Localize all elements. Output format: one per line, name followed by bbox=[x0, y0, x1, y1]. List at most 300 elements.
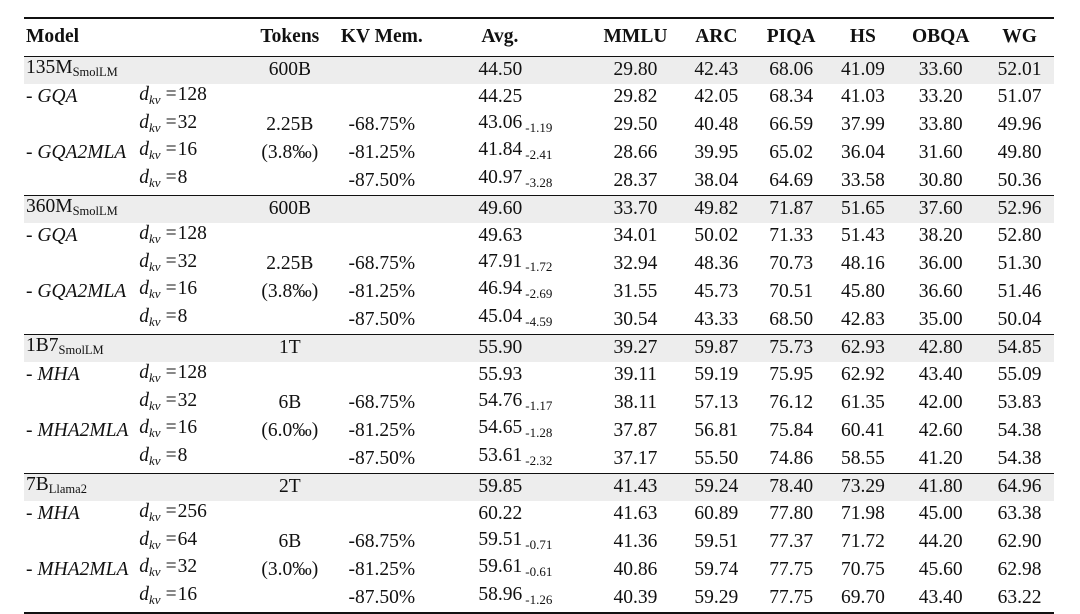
piqa-cell: 76.12 bbox=[769, 392, 814, 414]
tokens-cell: 600B bbox=[252, 57, 327, 84]
header-wg: WG bbox=[985, 18, 1054, 57]
results-table bbox=[24, 17, 1054, 614]
mmlu-cell: 33.70 bbox=[591, 195, 680, 222]
method-cell bbox=[24, 417, 139, 445]
model-size: 360M bbox=[26, 195, 73, 217]
dkv-cell bbox=[139, 584, 252, 613]
dkv-value: 64 bbox=[177, 528, 198, 550]
hs-cell: 36.04 bbox=[840, 141, 885, 163]
wg-cell: 51.46 bbox=[997, 280, 1042, 302]
avg-value: 44.25 bbox=[478, 86, 523, 108]
wg-cell: 49.96 bbox=[997, 114, 1042, 136]
avg-value: 53.61 bbox=[478, 445, 523, 467]
variant-row bbox=[24, 278, 1054, 306]
avg-delta: -2.32 bbox=[525, 453, 553, 469]
dkv-cell bbox=[139, 334, 252, 361]
mmlu-cell: 39.27 bbox=[591, 334, 680, 361]
dkv-cell bbox=[139, 390, 252, 418]
wg-cell: 50.36 bbox=[997, 169, 1042, 191]
header-model: Model bbox=[24, 18, 139, 57]
variant-row bbox=[24, 139, 1054, 167]
method-name: - GQA2MLA bbox=[26, 141, 127, 163]
dkv-symbol: $d_{kv}$ = bbox=[139, 250, 178, 274]
dkv-value: 128 bbox=[177, 361, 207, 383]
arc-cell: 40.48 bbox=[694, 114, 739, 136]
variant-row bbox=[24, 529, 1054, 557]
hs-cell: 62.93 bbox=[830, 334, 897, 361]
avg-cell bbox=[436, 417, 591, 445]
obqa-cell: 42.80 bbox=[896, 334, 985, 361]
avg-cell bbox=[436, 278, 591, 306]
dkv-cell bbox=[139, 139, 252, 167]
obqa-cell: 37.60 bbox=[896, 195, 985, 222]
mmlu-cell: 41.36 bbox=[613, 531, 658, 553]
dkv-symbol: $d_{kv}$ = bbox=[139, 584, 178, 608]
avg-value: 59.61 bbox=[478, 556, 523, 578]
mmlu-cell: 34.01 bbox=[613, 225, 658, 247]
base-model-row bbox=[24, 334, 1054, 361]
wg-cell: 63.38 bbox=[997, 503, 1042, 525]
kv-mem-cell bbox=[327, 84, 436, 112]
method-cell bbox=[24, 584, 139, 613]
tokens-cell: (6.0‰) bbox=[261, 419, 319, 441]
kv-mem-cell: -68.75% bbox=[348, 531, 416, 553]
dkv-cell bbox=[139, 445, 252, 473]
table-body bbox=[24, 57, 1054, 613]
mmlu-cell: 37.87 bbox=[613, 419, 658, 441]
kv-mem-cell: -81.25% bbox=[348, 280, 416, 302]
avg-value: 40.97 bbox=[478, 167, 523, 189]
base-model-row bbox=[24, 473, 1054, 500]
avg-cell bbox=[436, 251, 591, 279]
tokens-cell: 2.25B bbox=[266, 253, 314, 275]
method-name: - GQA bbox=[26, 225, 78, 247]
tokens-cell: (3.8‰) bbox=[261, 280, 319, 302]
dkv-cell bbox=[139, 362, 252, 390]
dkv-cell bbox=[139, 556, 252, 584]
wg-cell: 52.96 bbox=[985, 195, 1054, 222]
dkv-symbol: $d_{kv}$ = bbox=[139, 361, 178, 385]
dkv-cell bbox=[139, 473, 252, 500]
arc-cell: 43.33 bbox=[694, 308, 739, 330]
wg-cell: 54.85 bbox=[985, 334, 1054, 361]
dkv-cell bbox=[139, 57, 252, 84]
variant-row bbox=[24, 445, 1054, 473]
dkv-symbol: $d_{kv}$ = bbox=[139, 556, 178, 580]
piqa-cell: 64.69 bbox=[769, 169, 814, 191]
dkv-value: 8 bbox=[177, 445, 188, 467]
base-model-name bbox=[24, 195, 139, 222]
base-model-name bbox=[24, 57, 139, 84]
avg-cell bbox=[436, 390, 591, 418]
kv-mem-cell: -68.75% bbox=[348, 114, 416, 136]
piqa-cell: 71.87 bbox=[753, 195, 830, 222]
piqa-cell: 77.75 bbox=[769, 558, 814, 580]
header-arc: ARC bbox=[680, 18, 753, 57]
piqa-cell: 68.06 bbox=[753, 57, 830, 84]
method-cell bbox=[24, 390, 139, 418]
obqa-cell: 30.80 bbox=[918, 169, 963, 191]
wg-cell: 53.83 bbox=[997, 392, 1042, 414]
mmlu-cell: 30.54 bbox=[613, 308, 658, 330]
kv-mem-cell: -81.25% bbox=[348, 558, 416, 580]
obqa-cell: 33.80 bbox=[918, 114, 963, 136]
table-header-row bbox=[24, 18, 1054, 57]
method-cell bbox=[24, 112, 139, 140]
piqa-cell: 70.73 bbox=[769, 253, 814, 275]
hs-cell: 45.80 bbox=[840, 280, 885, 302]
variant-row bbox=[24, 167, 1054, 195]
dkv-value: 16 bbox=[177, 139, 198, 161]
dkv-value: 8 bbox=[177, 306, 188, 328]
avg-delta: -4.59 bbox=[525, 314, 553, 330]
hs-cell: 51.43 bbox=[840, 225, 885, 247]
mmlu-cell: 32.94 bbox=[613, 253, 658, 275]
avg-delta: -3.28 bbox=[525, 175, 553, 191]
kv-mem-cell: -81.25% bbox=[348, 141, 416, 163]
arc-cell: 55.50 bbox=[694, 447, 739, 469]
tokens-cell: (3.0‰) bbox=[261, 558, 319, 580]
dkv-symbol: $d_{kv}$ = bbox=[139, 306, 178, 330]
piqa-cell: 77.75 bbox=[753, 584, 830, 613]
arc-cell: 60.89 bbox=[694, 503, 739, 525]
arc-cell: 59.51 bbox=[694, 531, 739, 553]
method-name: - MHA2MLA bbox=[26, 558, 129, 580]
piqa-cell: 75.95 bbox=[769, 364, 814, 386]
arc-cell: 42.43 bbox=[680, 57, 753, 84]
model-family: SmolLM bbox=[58, 342, 104, 357]
mmlu-cell: 31.55 bbox=[613, 280, 658, 302]
obqa-cell: 42.60 bbox=[918, 419, 963, 441]
obqa-cell: 43.40 bbox=[918, 364, 963, 386]
avg-cell bbox=[436, 306, 591, 334]
mmlu-cell: 28.37 bbox=[613, 169, 658, 191]
avg-cell bbox=[436, 223, 591, 251]
dkv-cell bbox=[139, 306, 252, 334]
kv-mem-cell: -68.75% bbox=[348, 392, 416, 414]
kv-mem-cell: -87.50% bbox=[348, 447, 416, 469]
hs-cell: 71.72 bbox=[840, 531, 885, 553]
obqa-cell: 36.00 bbox=[918, 253, 963, 275]
header-dkv-spacer bbox=[139, 18, 252, 57]
obqa-cell: 33.60 bbox=[896, 57, 985, 84]
variant-row bbox=[24, 112, 1054, 140]
avg-cell: 44.50 bbox=[436, 57, 591, 84]
piqa-cell: 65.02 bbox=[769, 141, 814, 163]
method-cell bbox=[24, 167, 139, 195]
mmlu-cell: 40.86 bbox=[613, 558, 658, 580]
arc-cell: 56.81 bbox=[694, 419, 739, 441]
dkv-value: 32 bbox=[177, 250, 198, 272]
avg-delta: -2.69 bbox=[525, 286, 553, 302]
dkv-cell bbox=[139, 529, 252, 557]
avg-value: 46.94 bbox=[478, 278, 523, 300]
method-name: - MHA bbox=[26, 364, 80, 386]
arc-cell: 59.74 bbox=[694, 558, 739, 580]
base-model-name bbox=[24, 473, 139, 500]
obqa-cell: 35.00 bbox=[918, 308, 963, 330]
avg-cell bbox=[436, 445, 591, 473]
dkv-symbol: $d_{kv}$ = bbox=[139, 445, 178, 469]
kv-mem-cell bbox=[327, 473, 436, 500]
arc-cell: 59.19 bbox=[694, 364, 739, 386]
variant-row bbox=[24, 390, 1054, 418]
dkv-value: 128 bbox=[177, 83, 207, 105]
wg-cell: 49.80 bbox=[997, 141, 1042, 163]
obqa-cell: 45.00 bbox=[918, 503, 963, 525]
base-model-row bbox=[24, 57, 1054, 84]
method-cell bbox=[24, 362, 139, 390]
kv-mem-cell: -87.50% bbox=[327, 584, 436, 613]
avg-value: 54.65 bbox=[478, 417, 523, 439]
wg-cell: 54.38 bbox=[997, 419, 1042, 441]
dkv-cell bbox=[139, 84, 252, 112]
method-name: - GQA bbox=[26, 86, 78, 108]
hs-cell: 58.55 bbox=[840, 447, 885, 469]
dkv-symbol: $d_{kv}$ = bbox=[139, 500, 178, 524]
hs-cell: 69.70 bbox=[830, 584, 897, 613]
piqa-cell: 75.84 bbox=[769, 419, 814, 441]
wg-cell: 51.07 bbox=[997, 86, 1042, 108]
avg-delta: -1.26 bbox=[525, 592, 553, 608]
piqa-cell: 77.37 bbox=[769, 531, 814, 553]
dkv-symbol: $d_{kv}$ = bbox=[139, 139, 178, 163]
dkv-value: 16 bbox=[177, 417, 198, 439]
dkv-symbol: $d_{kv}$ = bbox=[139, 111, 178, 135]
hs-cell: 61.35 bbox=[840, 392, 885, 414]
method-cell bbox=[24, 251, 139, 279]
avg-value: 47.91 bbox=[478, 250, 523, 272]
piqa-cell: 77.80 bbox=[769, 503, 814, 525]
method-name: - GQA2MLA bbox=[26, 280, 127, 302]
dkv-value: 16 bbox=[177, 584, 198, 606]
header-piqa: PIQA bbox=[753, 18, 830, 57]
wg-cell: 55.09 bbox=[997, 364, 1042, 386]
variant-row bbox=[24, 251, 1054, 279]
avg-cell bbox=[436, 112, 591, 140]
header-kv-mem: KV Mem. bbox=[327, 18, 436, 57]
tokens-cell: 2T bbox=[252, 473, 327, 500]
piqa-cell: 68.34 bbox=[769, 86, 814, 108]
dkv-symbol: $d_{kv}$ = bbox=[139, 278, 178, 302]
dkv-symbol: $d_{kv}$ = bbox=[139, 528, 178, 552]
avg-delta: -0.71 bbox=[525, 536, 553, 552]
hs-cell: 41.03 bbox=[840, 86, 885, 108]
tokens-cell bbox=[252, 167, 327, 195]
arc-cell: 59.29 bbox=[680, 584, 753, 613]
base-model-name bbox=[24, 334, 139, 361]
mmlu-cell: 29.50 bbox=[613, 114, 658, 136]
model-size: 1B7 bbox=[26, 334, 59, 356]
tokens-cell: 600B bbox=[252, 195, 327, 222]
arc-cell: 39.95 bbox=[694, 141, 739, 163]
avg-value: 55.93 bbox=[478, 364, 523, 386]
wg-cell: 54.38 bbox=[997, 447, 1042, 469]
obqa-cell: 43.40 bbox=[896, 584, 985, 613]
method-cell bbox=[24, 139, 139, 167]
mmlu-cell: 29.82 bbox=[613, 86, 658, 108]
hs-cell: 48.16 bbox=[840, 253, 885, 275]
avg-cell bbox=[436, 556, 591, 584]
method-cell bbox=[24, 84, 139, 112]
mmlu-cell: 28.66 bbox=[613, 141, 658, 163]
avg-delta: -1.19 bbox=[525, 119, 553, 135]
avg-value: 41.84 bbox=[478, 139, 523, 161]
base-model-row bbox=[24, 195, 1054, 222]
wg-cell: 52.01 bbox=[985, 57, 1054, 84]
model-family: SmolLM bbox=[72, 203, 118, 218]
avg-value: 58.96 bbox=[478, 584, 523, 606]
variant-row bbox=[24, 362, 1054, 390]
obqa-cell: 41.20 bbox=[918, 447, 963, 469]
tokens-cell: 6B bbox=[278, 531, 302, 553]
arc-cell: 45.73 bbox=[694, 280, 739, 302]
obqa-cell: 41.80 bbox=[896, 473, 985, 500]
wg-cell: 52.80 bbox=[997, 225, 1042, 247]
dkv-cell bbox=[139, 417, 252, 445]
method-name: - MHA2MLA bbox=[26, 419, 129, 441]
hs-cell: 70.75 bbox=[840, 558, 885, 580]
tokens-cell bbox=[252, 223, 327, 251]
tokens-cell bbox=[252, 362, 327, 390]
obqa-cell: 45.60 bbox=[918, 558, 963, 580]
tokens-cell bbox=[252, 84, 327, 112]
dkv-value: 8 bbox=[177, 167, 188, 189]
hs-cell: 51.65 bbox=[830, 195, 897, 222]
dkv-cell bbox=[139, 167, 252, 195]
kv-mem-cell: -87.50% bbox=[348, 308, 416, 330]
dkv-value: 128 bbox=[177, 222, 207, 244]
dkv-cell bbox=[139, 501, 252, 529]
arc-cell: 42.05 bbox=[694, 86, 739, 108]
dkv-symbol: $d_{kv}$ = bbox=[139, 83, 178, 107]
dkv-value: 256 bbox=[177, 500, 207, 522]
avg-value: 54.76 bbox=[478, 389, 523, 411]
method-name: - MHA bbox=[26, 503, 80, 525]
avg-cell bbox=[436, 584, 591, 613]
dkv-value: 32 bbox=[177, 556, 198, 578]
avg-cell: 59.85 bbox=[436, 473, 591, 500]
obqa-cell: 36.60 bbox=[918, 280, 963, 302]
avg-cell bbox=[436, 501, 591, 529]
tokens-cell bbox=[252, 445, 327, 473]
dkv-cell bbox=[139, 112, 252, 140]
wg-cell: 64.96 bbox=[985, 473, 1054, 500]
kv-mem-cell: -81.25% bbox=[348, 419, 416, 441]
mmlu-cell: 38.11 bbox=[613, 392, 658, 414]
avg-delta: -2.41 bbox=[525, 147, 553, 163]
dkv-cell bbox=[139, 251, 252, 279]
dkv-cell bbox=[139, 278, 252, 306]
hs-cell: 42.83 bbox=[840, 308, 885, 330]
dkv-symbol: $d_{kv}$ = bbox=[139, 417, 178, 441]
kv-mem-cell: -87.50% bbox=[348, 169, 416, 191]
header-hs: HS bbox=[830, 18, 897, 57]
model-family: SmolLM bbox=[72, 65, 118, 79]
kv-mem-cell bbox=[327, 362, 436, 390]
model-size: 7B bbox=[26, 473, 49, 495]
arc-cell: 48.36 bbox=[694, 253, 739, 275]
avg-delta: -0.61 bbox=[525, 564, 553, 580]
hs-cell: 60.41 bbox=[840, 419, 885, 441]
avg-value: 49.63 bbox=[478, 225, 523, 247]
hs-cell: 33.58 bbox=[840, 169, 885, 191]
method-cell bbox=[24, 306, 139, 334]
obqa-cell: 33.20 bbox=[918, 86, 963, 108]
variant-row bbox=[24, 417, 1054, 445]
variant-row bbox=[24, 584, 1054, 613]
piqa-cell: 78.40 bbox=[753, 473, 830, 500]
avg-value: 59.51 bbox=[478, 528, 523, 550]
piqa-cell: 70.51 bbox=[769, 280, 814, 302]
variant-row bbox=[24, 223, 1054, 251]
dkv-cell bbox=[139, 195, 252, 222]
mmlu-cell: 37.17 bbox=[613, 447, 658, 469]
dkv-symbol: $d_{kv}$ = bbox=[139, 167, 178, 191]
mmlu-cell: 39.11 bbox=[613, 364, 658, 386]
kv-mem-cell bbox=[327, 501, 436, 529]
avg-cell bbox=[436, 362, 591, 390]
tokens-cell bbox=[252, 501, 327, 529]
variant-row bbox=[24, 556, 1054, 584]
method-cell bbox=[24, 529, 139, 557]
avg-cell: 55.90 bbox=[436, 334, 591, 361]
kv-mem-cell bbox=[327, 57, 436, 84]
tokens-cell: 6B bbox=[278, 392, 302, 414]
avg-value: 43.06 bbox=[478, 111, 523, 133]
obqa-cell: 38.20 bbox=[918, 225, 963, 247]
avg-value: 60.22 bbox=[478, 503, 523, 525]
piqa-cell: 68.50 bbox=[769, 308, 814, 330]
header-obqa: OBQA bbox=[896, 18, 985, 57]
kv-mem-cell: -68.75% bbox=[348, 253, 416, 275]
wg-cell: 63.22 bbox=[985, 584, 1054, 613]
header-avg: Avg. bbox=[436, 18, 591, 57]
dkv-value: 32 bbox=[177, 389, 198, 411]
arc-cell: 38.04 bbox=[694, 169, 739, 191]
hs-cell: 62.92 bbox=[840, 364, 885, 386]
piqa-cell: 66.59 bbox=[769, 114, 814, 136]
obqa-cell: 42.00 bbox=[918, 392, 963, 414]
method-cell bbox=[24, 445, 139, 473]
avg-delta: -1.17 bbox=[525, 397, 553, 413]
variant-row bbox=[24, 84, 1054, 112]
method-cell bbox=[24, 223, 139, 251]
tokens-cell bbox=[252, 584, 327, 613]
avg-cell: 49.60 bbox=[436, 195, 591, 222]
wg-cell: 51.30 bbox=[997, 253, 1042, 275]
kv-mem-cell bbox=[327, 334, 436, 361]
kv-mem-cell bbox=[327, 223, 436, 251]
arc-cell: 50.02 bbox=[694, 225, 739, 247]
mmlu-cell: 29.80 bbox=[591, 57, 680, 84]
tokens-cell: 1T bbox=[252, 334, 327, 361]
arc-cell: 59.87 bbox=[680, 334, 753, 361]
variant-row bbox=[24, 501, 1054, 529]
dkv-symbol: $d_{kv}$ = bbox=[139, 389, 178, 413]
avg-cell bbox=[436, 167, 591, 195]
mmlu-cell: 40.39 bbox=[591, 584, 680, 613]
variant-row bbox=[24, 306, 1054, 334]
dkv-symbol: $d_{kv}$ = bbox=[139, 222, 178, 246]
dkv-value: 32 bbox=[177, 111, 198, 133]
wg-cell: 50.04 bbox=[997, 308, 1042, 330]
arc-cell: 57.13 bbox=[694, 392, 739, 414]
hs-cell: 41.09 bbox=[830, 57, 897, 84]
mmlu-cell: 41.43 bbox=[591, 473, 680, 500]
method-cell bbox=[24, 556, 139, 584]
avg-cell bbox=[436, 84, 591, 112]
